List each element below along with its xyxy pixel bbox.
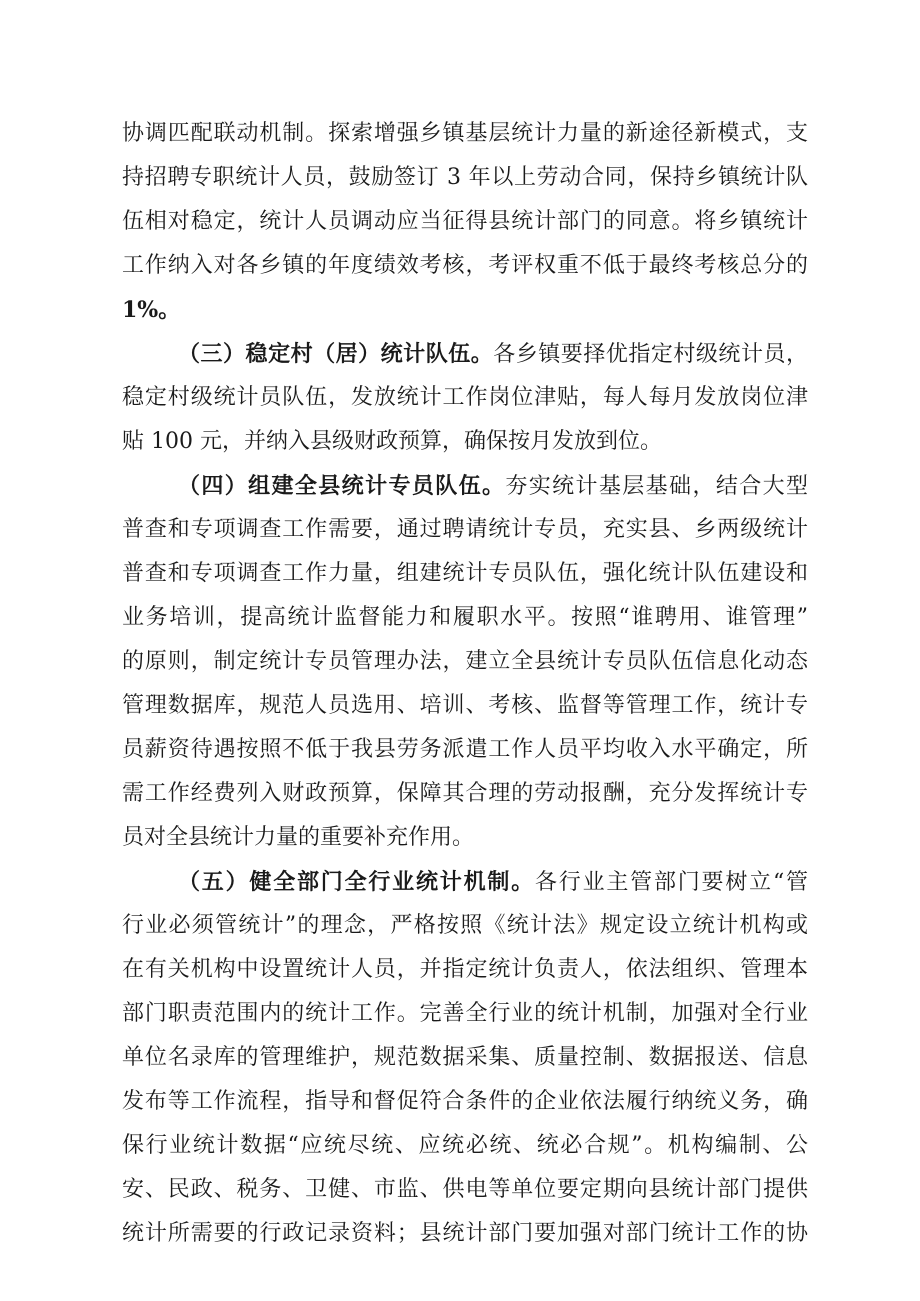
text-line: 1%。 — [122, 297, 181, 323]
section-heading: （四）组建全县统计专员队伍。 — [178, 473, 506, 499]
text-line: 管理数据库，规范人员选用、培训、考核、监督等管理工作，统计专 — [122, 693, 808, 718]
text-line: 统计所需要的行政记录资料；县统计部门要加强对部门统计工作的协 — [122, 1221, 808, 1246]
text-line: 稳定村级统计员队伍，发放统计工作岗位津贴，每人每月发放岗位津 — [122, 385, 808, 410]
text-line: 业务培训，提高统计监督能力和履职水平。按照“谁聘用、谁管理” — [122, 605, 808, 630]
paragraph-3 — [122, 464, 808, 860]
text-line: 员薪资待遇按照不低于我县劳务派遣工作人员平均收入水平确定，所 — [122, 737, 808, 762]
paragraph-2 — [122, 332, 808, 464]
text-line: 在有关机构中设置统计人员，并指定统计负责人，依法组织、管理本 — [122, 957, 808, 982]
text-line: 持招聘专职统计人员，鼓励签订 3 年以上劳动合同，保持乡镇统计队 — [122, 165, 808, 190]
text-line: 普查和专项调查工作力量，组建统计专员队伍，强化统计队伍建设和 — [122, 561, 808, 586]
paragraph-4 — [122, 860, 808, 1256]
paragraph-first-line — [122, 464, 808, 508]
text-line: 需工作经费列入财政预算，保障其合理的劳动报酬，充分发挥统计专 — [122, 781, 808, 806]
paragraph-first-line — [122, 332, 808, 376]
text-run: 各行业主管部门要树立“管 — [534, 870, 808, 895]
text-line: 安、民政、税务、卫健、市监、供电等单位要定期向县统计部门提供 — [122, 1177, 808, 1202]
text-line: 伍相对稳定，统计人员调动应当征得县统计部门的同意。将乡镇统计 — [122, 209, 808, 234]
text-line: 单位名录库的管理维护，规范数据采集、质量控制、数据报送、信息 — [122, 1045, 808, 1070]
paragraph-1 — [122, 112, 808, 332]
text-line: 行业必须管统计”的理念，严格按照《统计法》规定设立统计机构或 — [122, 913, 808, 938]
text-run: 各乡镇要择优指定村级统计员， — [493, 342, 808, 367]
text-line: 发布等工作流程，指导和督促符合条件的企业依法履行纳统义务，确 — [122, 1089, 808, 1114]
paragraph-first-line — [122, 860, 808, 904]
document-page — [122, 112, 808, 1256]
text-line: 普查和专项调查工作需要，通过聘请统计专员，充实县、乡两级统计 — [122, 517, 808, 542]
text-line: 保行业统计数据“应统尽统、应统必统、统必合规”。机构编制、公 — [122, 1133, 808, 1158]
text-run: 夯实统计基层基础，结合大型 — [505, 474, 808, 499]
text-line: 贴 100 元，并纳入县级财政预算，确保按月发放到位。 — [122, 429, 662, 454]
text-line: 协调匹配联动机制。探索增强乡镇基层统计力量的新途径新模式，支 — [122, 121, 808, 146]
text-line: 部门职责范围内的统计工作。完善全行业的统计机制，加强对全行业 — [122, 1001, 808, 1026]
text-line: 的原则，制定统计专员管理办法，建立全县统计专员队伍信息化动态 — [122, 649, 808, 674]
section-heading: （三）稳定村（居）统计队伍。 — [178, 341, 494, 367]
text-line: 员对全县统计力量的重要补充作用。 — [122, 825, 475, 850]
section-heading: （五）健全部门全行业统计机制。 — [178, 869, 535, 895]
text-line: 工作纳入对各乡镇的年度绩效考核，考评权重不低于最终考核总分的 — [122, 253, 808, 278]
